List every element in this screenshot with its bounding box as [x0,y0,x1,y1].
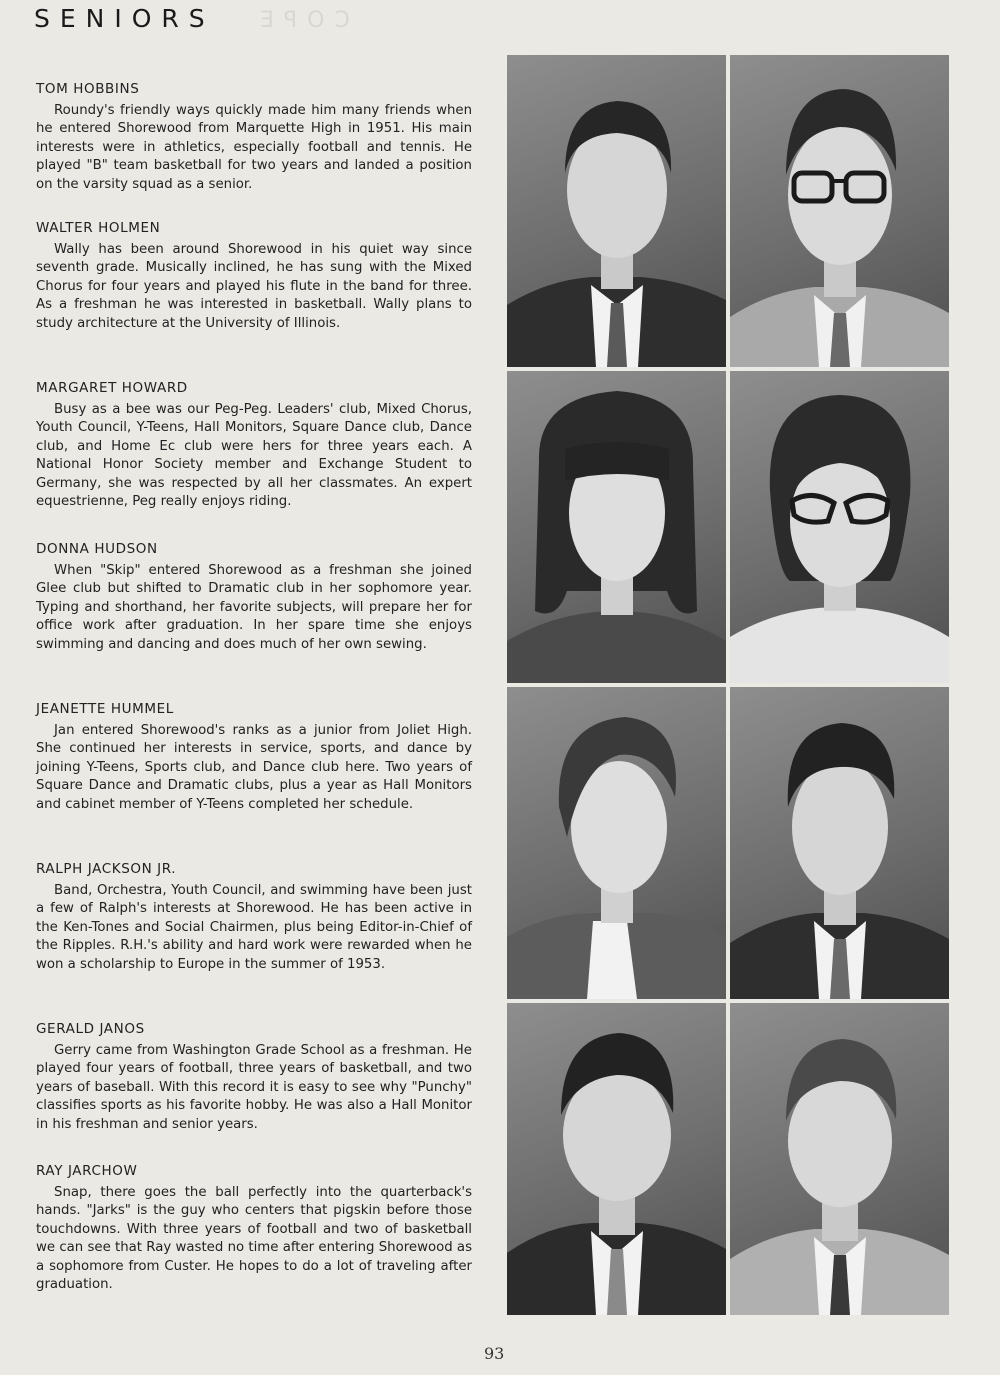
senior-biography: When "Skip" entered Shorewood as a freshman she joined Glee club but shifted to Dramatic club in her sophomore year. Typing and shorthand, her favorite subjects, will prepare her for office work after graduation. In her spare time she enjoys swimming and dancing and does much of her own sewing. [36,563,472,652]
senior-name: GERALD JANOS [36,1021,145,1037]
senior-bio [36,80,472,194]
portrait-photo [507,371,726,683]
senior-biography: Busy as a bee was our Peg-Peg. Leaders' club, Mixed Chorus, Youth Council, Y-Teens, Hall Monitors, Square Dance club, Dance club, and Home Ec club were hers for three years each. A National Honor Society member and Exchange Student to Germany, she was respected by all her classmates. An expert equestrienne, Peg really enjoys riding. [36,402,472,510]
portrait-photo [730,1003,949,1315]
senior-bio [36,540,472,654]
senior-bio [36,700,472,814]
bleed-through-text: COPE [250,8,350,33]
senior-bio [36,379,472,511]
senior-name: WALTER HOLMEN [36,220,161,236]
senior-bio [36,1020,472,1134]
portrait-photo [507,1003,726,1315]
page-number: 93 [484,1344,505,1363]
senior-name: MARGARET HOWARD [36,380,188,396]
portrait-photo [730,55,949,367]
senior-biography: Band, Orchestra, Youth Council, and swimming have been just a few of Ralph's interests at Shorewood. He has been active in the Ken-Tones and Social Chairmen, plus being Editor-in-Chief of the Ripples. R.H.'s ability and hard work were rewarded when he won a scholarship to Europe in the summer of 1953. [36,883,472,972]
portrait-photo [507,55,726,367]
senior-biography: Snap, there goes the ball perfectly into the quarterback's hands. "Jarks" is the guy who centers that pigskin before those touchdowns. With three years of football and two of basketball we can see that Ray wasted no time after entering Shorewood as a sophomore from Custer. He hopes to do a lot of traveling after graduation. [36,1185,472,1293]
page-title: SENIORS [34,4,215,33]
senior-biography: Jan entered Shorewood's ranks as a junior from Joliet High. She continued her interests in service, sports, and dance by joining Y-Teens, Sports club, and Dance club here. Two years of Square Dance and Dramatic clubs, plus a year as Hall Monitors and cabinet member of Y-Teens completed her schedule. [36,723,472,812]
senior-bio [36,1162,472,1294]
senior-name: RAY JARCHOW [36,1163,138,1179]
senior-bio [36,219,472,333]
portrait-photo [507,687,726,999]
senior-name: DONNA HUDSON [36,541,158,557]
senior-biography: Roundy's friendly ways quickly made him many friends when he entered Shorewood from Marquette High in 1951. His main interests were in athletics, especially football and tennis. He played "B" team basketball for two years and landed a position on the varsity squad as a senior. [36,103,472,192]
senior-biography: Wally has been around Shorewood in his quiet way since seventh grade. Musically inclined, he has sung with the Mixed Chorus for four years and played his flute in the band for three. As a freshman he was interested in basketball. Wally plans to study architecture at the University of Illinois. [36,242,472,331]
senior-name: TOM HOBBINS [36,81,140,97]
senior-name: RALPH JACKSON JR. [36,861,177,877]
portrait-grid [507,55,949,1313]
portrait-photo [730,687,949,999]
portrait-photo [730,371,949,683]
senior-name: JEANETTE HUMMEL [36,701,174,717]
senior-bio [36,860,472,974]
senior-biography: Gerry came from Washington Grade School as a freshman. He played four years of football, three years of basketball, and two years of baseball. With this record it is easy to see why "Punchy" classifies sports as his favorite hobby. He was also a Hall Monitor in his freshman and senior years. [36,1043,472,1132]
